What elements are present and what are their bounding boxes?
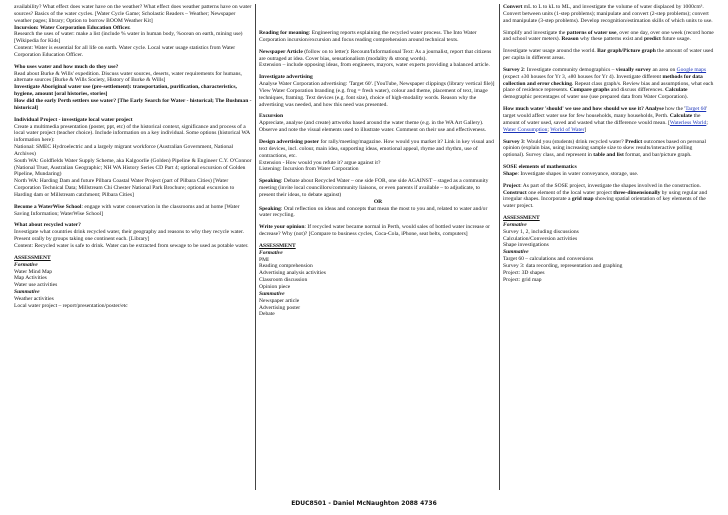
convert-heading: Convert [503, 4, 523, 10]
national-option: National: SMEC Hydroelectric and a largely migrant workforce (Australian Government, National Archives) [14, 144, 234, 157]
poster-text [259, 139, 497, 160]
assessment-heading: ASSESSMENT [503, 215, 540, 222]
target60-block [503, 106, 715, 133]
curriculum-page [14, 4, 716, 490]
waterwise-block [14, 204, 253, 218]
formative-heading: Formative [14, 261, 38, 268]
south-wa-option: South WA: Goldfields Water Supply Scheme, aka Kalgoorlie (Golden) Pipeline & Engineer C.Y. O'Connor (National Trust, Australian Geographic; NH WA History Series CD Part 4; optional excursion of Golden Pipeline, Mundaring) [14, 157, 252, 178]
target60-heading: How much water 'should' we use and how should we use it? Analyse [503, 106, 664, 113]
summative-heading: Summative [503, 249, 529, 256]
research-text: Research the uses of water: make a list (include % water in human body, %ocean on earth, mining use) [Wikipedia for Kids] [14, 31, 243, 45]
assessment-block [503, 215, 715, 283]
waterwise-desc: : engage with water conservation in the classrooms and at home [Water Saving Information; WaterWise School] [14, 203, 240, 217]
north-wa-option: North WA: Harding Dam and future Pilbara Coastal Water Project (part of Pilbara Cities) [Water Corporation Technical Data; Millstream Chi Chester National Park Brochure; optional excursion to Harding dam or Millstream catchment; Pilbara Cities] [14, 178, 235, 198]
content-text: Content: Water is essential for all life on earth. Water cycle. Local water usage statistics from Water Corporation Education Officer. [14, 45, 236, 58]
sose-block [503, 164, 715, 178]
individual-project-text: Create a multimedia presentation (poster, ppt, etc) of the historical context, significance and process of a local water project (teacher choice). Include information on a key individual. Some options (historical WA information here): [14, 123, 250, 144]
early-settlers-text: How did the early Perth settlers use water? [The Early Search for Water - historical; The Bushman - historical] [14, 97, 252, 111]
reading-desc: : Engineering reports explaining the recycled water process. The Into Water Corporation incursion/excursion and focus reading comprehension around technical texts. [259, 30, 477, 43]
recycled-water-heading: What about recycled water? [14, 222, 81, 229]
survey3-heading: Survey 3 [503, 138, 524, 145]
advertising-heading: Investigate advertising [259, 74, 313, 81]
newspaper-desc: (follow on to letter): Recount/Informational Text: As a journalist, report that citizens are outraged at idea. Cover bias, sensationalism (modality & strong words). [259, 48, 492, 62]
individual-project-heading: Individual Project - investigate local water project [14, 116, 133, 123]
poster-block [259, 139, 497, 173]
survey2-block [503, 67, 715, 101]
recycled-water-block [14, 222, 253, 249]
assessment-heading: ASSESSMENT [259, 242, 296, 249]
survey2-heading: Survey 2 [503, 66, 524, 73]
waterwise-heading: Become a WaterWise School [14, 203, 82, 210]
water-consumption-link[interactable]: Water Consumption [503, 126, 548, 133]
world-of-water-link[interactable]: World of Water [550, 126, 585, 133]
poster-heading: Design advertising poster [259, 138, 320, 145]
aboriginal-water-text: Investigate Aboriginal water use (pre-settlement): transportation, purification, characteristics, hygiene, amount [oral histories, stories] [14, 84, 237, 98]
speaking-heading: Speaking [259, 178, 281, 185]
survey3-text: Survey 3: Would you (students) drink recycled water? Predict outcomes based on personal opinion (explain bias, using increasing sample size to skew results/interactive polling optional). Survey class, and represent in table and list format, and bar/picture graph. [503, 138, 707, 159]
water-cycle-block [14, 4, 253, 59]
opinion-text [259, 224, 497, 238]
formative-item: Calculation/Conversion activities [503, 235, 578, 242]
column-mathematics [503, 4, 715, 490]
newspaper-text [259, 49, 497, 63]
opinion-block [259, 224, 497, 238]
formative-item: Advertising analysis activities [259, 270, 326, 277]
or-separator: OR [373, 198, 383, 205]
target60-link[interactable]: Target 60 [685, 106, 707, 113]
formative-item: Map Activities [14, 275, 47, 282]
incursion-text: Incursion: Water Corporation Education Officer. [14, 24, 131, 31]
debate-text [259, 178, 497, 199]
newspaper-heading: Newspaper Article [259, 48, 303, 55]
shape-text: Shape: Investigate shapes in water conveyance, storage, use. [503, 170, 639, 177]
poster-extension: Extension - How would you refute it? argue against it? [259, 159, 381, 166]
reflection-desc: : Oral reflection on ideas and concepts that mean the most to you and, related to water and/or water recycling. [259, 205, 488, 219]
recycled-content-text: Content: Recycled water is safe to drink. Water can be extracted from sewage to be used as potable water. [14, 243, 249, 249]
summative-item: Project: grid map [503, 276, 542, 283]
formative-item: Survey 1, 2, including discussions [503, 228, 579, 235]
waterless-world-link[interactable]: Waterless World [669, 119, 707, 126]
reading-block [259, 30, 497, 44]
sose-heading: SOSE elements of mathematics [503, 164, 577, 171]
project-heading: Project [503, 182, 521, 189]
formative-item: PMI [259, 256, 269, 263]
water-users-heading: Who uses water and how much do they use? [14, 63, 119, 70]
world-usage-block [503, 48, 715, 62]
water-cycle-text: availability? What effect does water have on the weather? What effect does weather patterns have on water sources? Basics of the water cycles. [Water Cycle Game; Scholastic Readers – Weather; Newspaper weather pages; library; Option to borrow BOOM Weather Kit] [14, 4, 252, 24]
formative-item: Shape investigations [503, 242, 549, 249]
survey2-text: Survey 2: Investigate community demographics – visually survey an area on Google maps (expect ±30 houses for Yr 3, ±80 houses for Yr 4). Investigate different methods for data collection and error checking. Repeat class graph/s. Review bias and assumptions, what each place of residence represents. Compare graphs and discuss differences. Calculate demographic percentages of water use (use prepared data from Water Corporation). [503, 66, 714, 101]
world-usage-text: Investigate water usage around the world. Bar graph/Picture graph the amount of water used per capita in different areas. [503, 48, 714, 62]
formative-item: Classroom discussion [259, 277, 308, 284]
formative-heading: Formative [259, 249, 283, 256]
summative-item: Survey 3: data recording, representation and graphing [503, 263, 623, 269]
water-users-block [14, 64, 253, 112]
summative-item: Advertising poster [259, 304, 301, 311]
newspaper-extension: Extension – include opposing ideas, from engineers, mayors, water experts providing a balanced article. [259, 62, 490, 69]
patterns-block [503, 30, 715, 44]
assessment-block [259, 243, 497, 318]
assessment-block [14, 255, 253, 310]
summative-item: Target 60 – calculations and conversions [503, 256, 594, 263]
burke-wills-text: Read about Burke & Wills' expedition. Discuss water sources, deserts, water requirements for humans, alternate sources [Burke & Wills Society, History of Burke & Wills] [14, 70, 242, 84]
google-maps-link[interactable]: Google maps [676, 66, 707, 73]
column-divider [255, 4, 256, 490]
excursion-block [259, 113, 497, 134]
column-english [259, 4, 497, 490]
reading-heading: Reading for meaning [259, 30, 309, 36]
convert-text [503, 4, 715, 25]
page-footer: EDUC8501 - Daniel McNaughton 2088 4736 [291, 500, 437, 507]
reflection-text [259, 206, 497, 220]
project-text: Project: As part of the SOSE project, investigate the shapes involved in the construction. Construct one element of the local water project three-dimensionally by using regular and irregular shapes. Incorporate a grid map showing spatial orientation of key elements of the water project. [503, 182, 708, 210]
individual-project-block [14, 117, 253, 199]
summative-item: Local water project – report/presentation/poster/etc [14, 302, 128, 309]
opinion-heading: Write your opinion [259, 224, 305, 231]
waterwise-text [14, 204, 253, 218]
convert-block [503, 4, 715, 25]
formative-item: Water use activities [14, 282, 58, 289]
patterns-text: Simplify and investigate the patterns of water use, over one day, over one week (record home and school water meters). Reason why these patterns exist and predict future usage. [503, 29, 714, 43]
recycled-water-text: Investigate what countries drink recycled water, their geography and reasons to why they recycle water. Present orally by groups taking one continent each. [Library] [14, 229, 244, 243]
formative-item: Water Mind Map [14, 268, 53, 275]
newspaper-block [259, 49, 497, 70]
convert-desc: mL to L to kL to ML, and investigate the volume of water displaced by 1000cm³. Convert between units (1-step problems); manipulate and convert (2-step problems); convert and manipulate (3-step problems). Develop recognition/estimation skills of which units to use. [503, 4, 713, 24]
opinion-desc: : If recycled water became normal in Perth, would sales of bottled water increase or decrease? Why (not)? [Compare to business cycles, Coca-Cola, iPhone, seat belts, computers] [259, 224, 491, 238]
advertising-text: Analyse Water Corporation advertising: 'Target 60'. [YouTube, Newspaper clippings (library vertical file)] [259, 81, 495, 88]
assessment-heading: ASSESSMENT [14, 254, 51, 261]
speaking-block [259, 178, 497, 219]
formative-item: Opinion piece [259, 284, 291, 290]
speaking-heading-2: Speaking [259, 205, 281, 212]
formative-item: Reading comprehension [259, 263, 313, 270]
target60-text: How much water 'should' we use and how should we use it? Analyse how the 'Target 60' target would affect water use for few households, many households, Perth. Calculate the amount of water used, saved and wasted what the difference would mean. [Waterless World; Water Consumption; World of Water] [503, 106, 708, 133]
branding-text: View Water Corporation branding (e.g. frog = fresh water), colour and theme, placement of text, image techniques, framing. Text devices (e.g. font size), choice of high-modality words. Reason why the advertising was needed, and how this need was presented. [259, 87, 488, 108]
advertising-block [259, 74, 497, 108]
bar-graph-heading: Bar graph/Picture graph [597, 48, 656, 55]
column-divider [499, 4, 500, 490]
column-history-science [14, 4, 253, 490]
summative-heading: Summative [14, 289, 40, 296]
summative-heading: Summative [259, 290, 285, 297]
poster-desc: for rally/meeting/magazine. How would you market it? Link in key visual and text devices, incl. colour, main idea, supporting ideas, emotional appeal, rhyme and rhythm, use of contractions, etc. [259, 138, 494, 159]
debate-desc: : Debate about Recycled Water – one side FOR, one side AGAINST – staged as a community meeting (invite local councillors/community liaisons, or even parents if available – to adjudicate, to present their ideas, to debate against) [259, 178, 489, 198]
listening-text: Listening: Incursion from Water Corporation [259, 166, 359, 173]
summative-item: Newspaper article [259, 297, 300, 304]
summative-item: Debate [259, 311, 275, 318]
formative-heading: Formative [503, 221, 527, 228]
patterns-heading: patterns of water use [566, 29, 617, 36]
reading-text [259, 30, 497, 44]
summative-item: Project: 3D shapes [503, 269, 545, 276]
project-block [503, 183, 715, 210]
summative-item: Weather activities [14, 295, 54, 302]
survey3-block [503, 139, 715, 160]
excursion-heading: Excursion [259, 113, 284, 120]
excursion-text: Appreciate, analyse (and create) artworks based around the water theme (e.g. in the WA Art Gallery). Observe and note the visual elements used to illustrate water. Comment on their use and effectiveness. [259, 120, 487, 134]
